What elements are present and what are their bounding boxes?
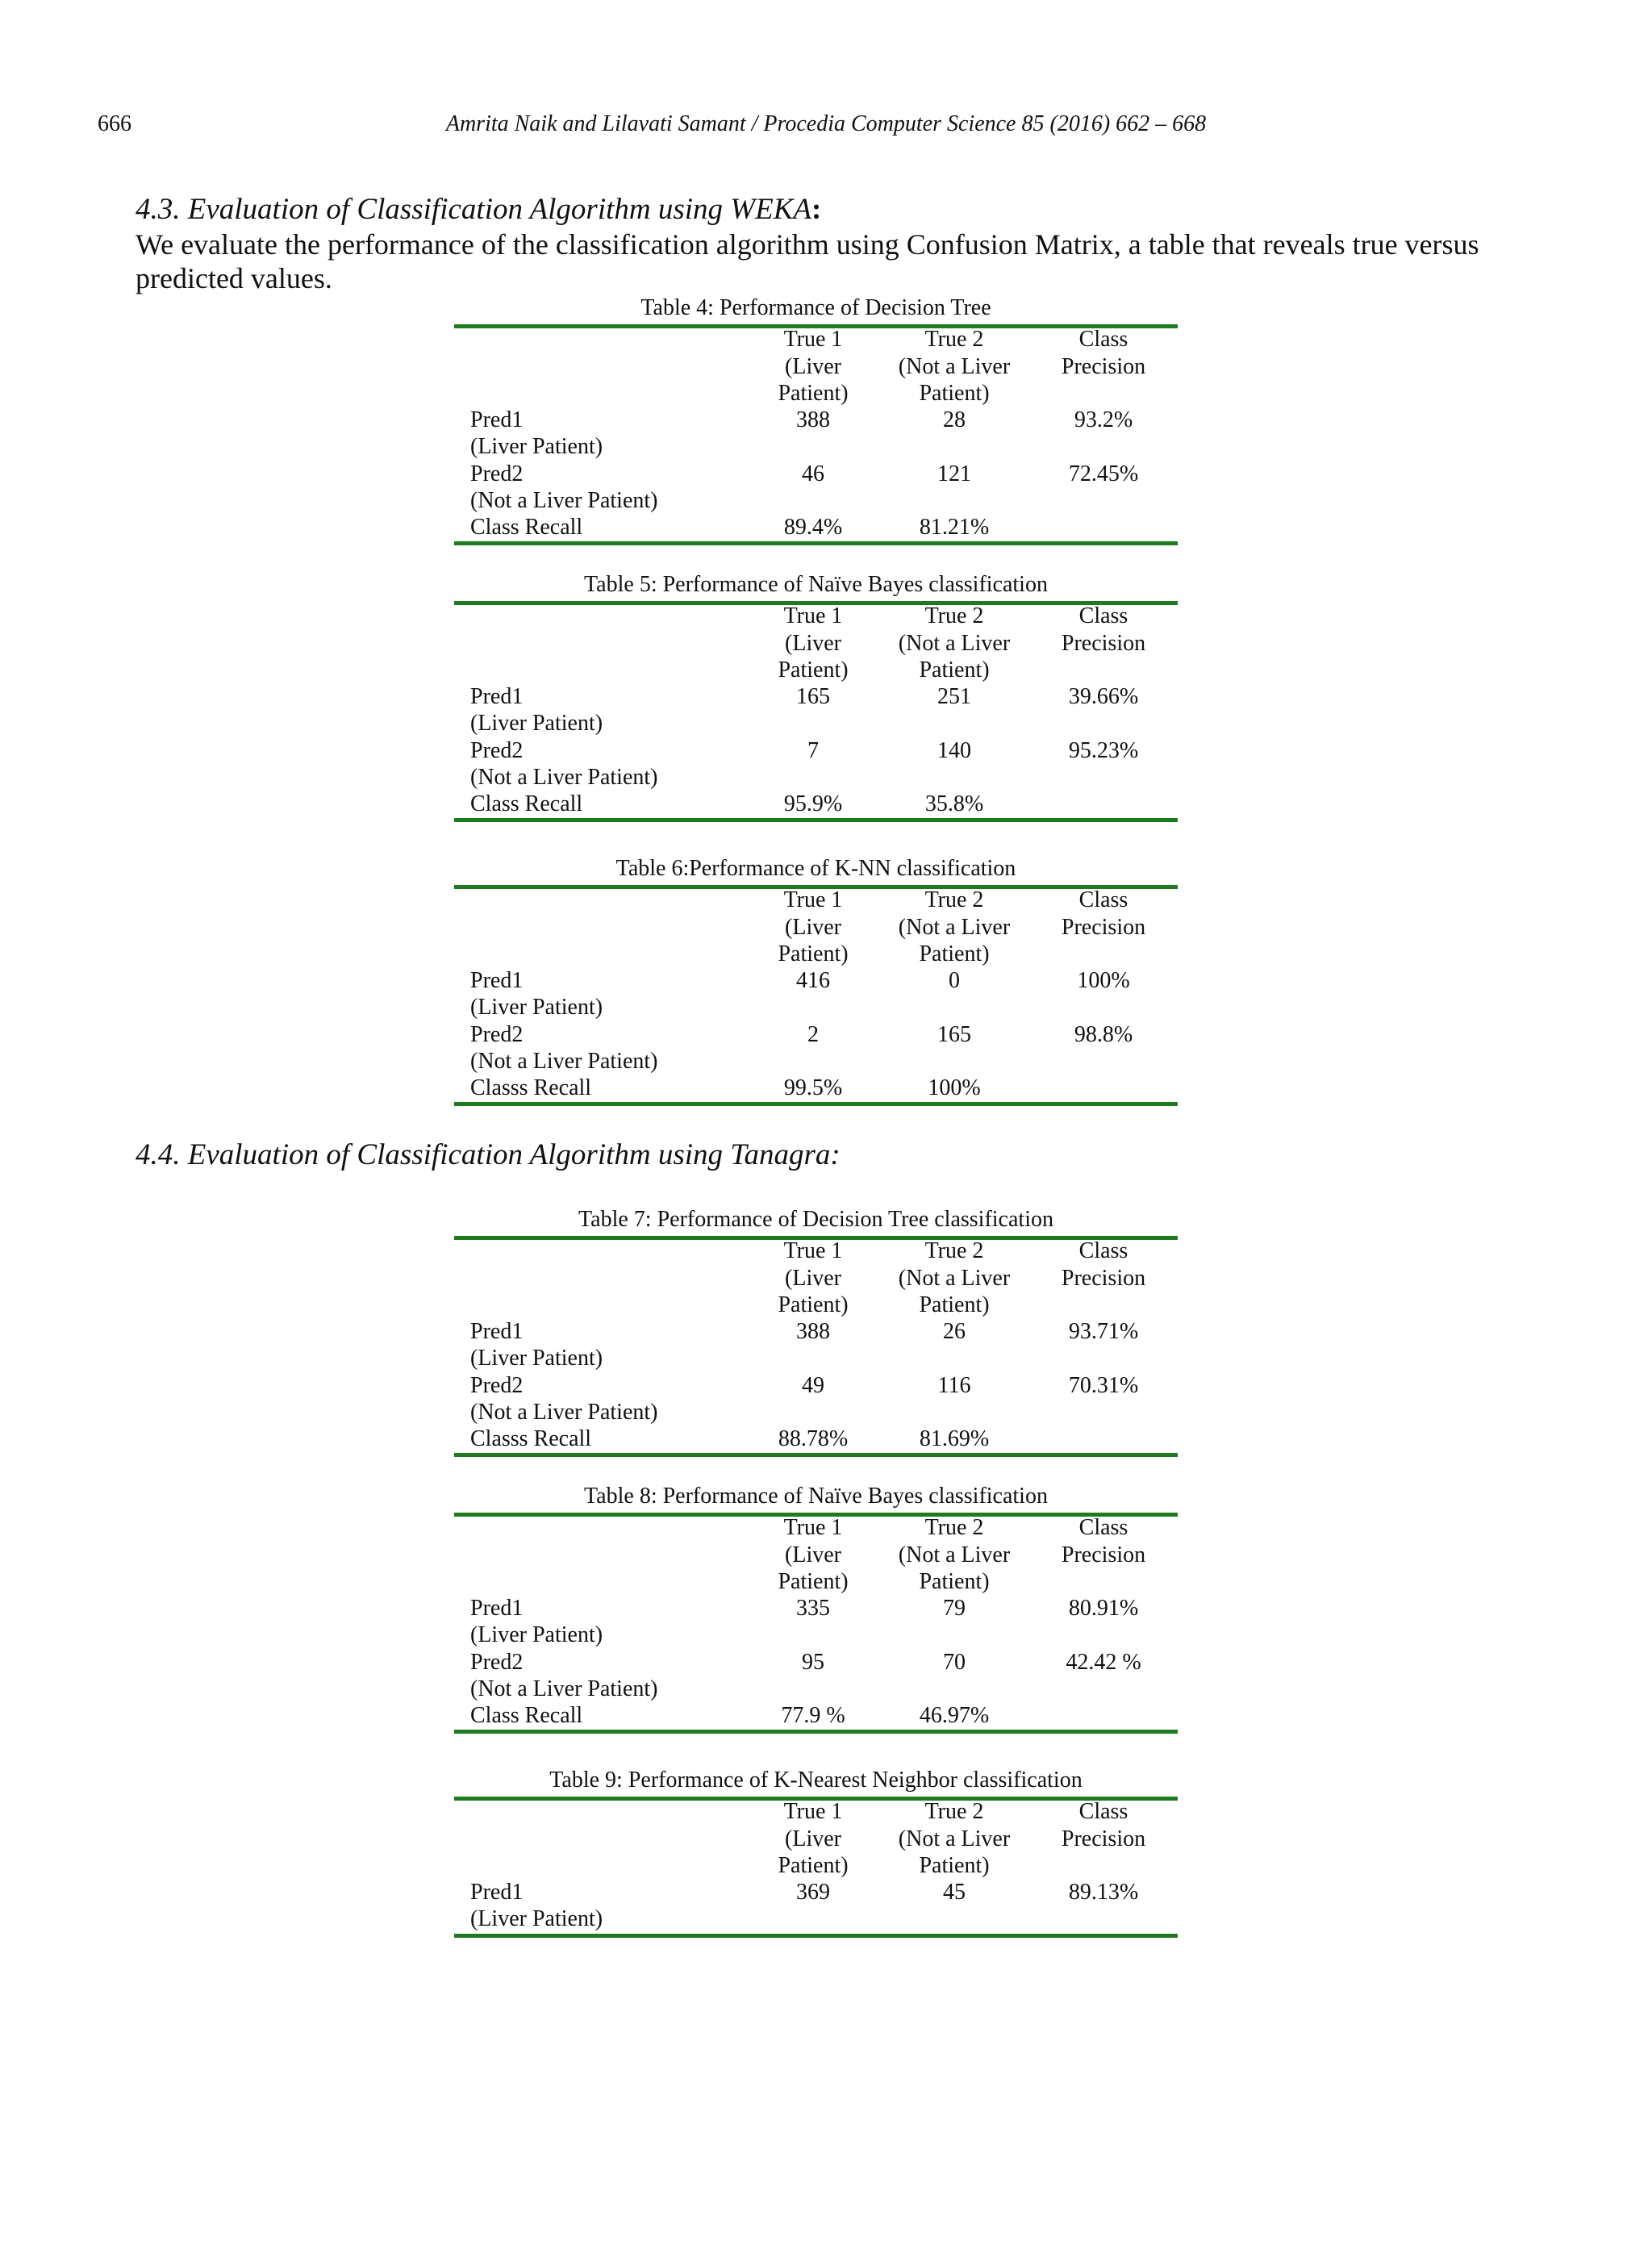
table-row-pred1 bbox=[454, 1595, 1178, 1622]
row-label: (Not a Liver Patient) bbox=[470, 1049, 658, 1074]
section-heading-4-3 bbox=[136, 192, 821, 227]
cell-true1: 335 bbox=[796, 1596, 830, 1621]
table-header-row bbox=[454, 1568, 1178, 1596]
header-true2: (Not a Liver bbox=[898, 354, 1011, 379]
header-precision: Class bbox=[1078, 1799, 1128, 1824]
table-row-pred2 bbox=[454, 737, 1178, 765]
table-caption: Table 9: Performance of K-Nearest Neighbor classification bbox=[549, 1768, 1083, 1793]
table-bottom-rule bbox=[454, 1730, 1178, 1734]
cell-true2: 165 bbox=[937, 1022, 971, 1047]
table-header-row bbox=[454, 1798, 1178, 1826]
row-label: (Liver Patient) bbox=[470, 1346, 603, 1371]
table-header-row bbox=[454, 380, 1178, 407]
table-row-pred1 bbox=[454, 1318, 1178, 1346]
header-true2: True 2 bbox=[924, 1238, 984, 1263]
header-true2: Patient) bbox=[919, 941, 990, 966]
table-row-recall bbox=[454, 1702, 1178, 1730]
cell-true2: 251 bbox=[937, 684, 971, 709]
section-heading-4-4: 4.4. Evaluation of Classification Algorithm using Tanagra: bbox=[136, 1138, 841, 1171]
row-label: Pred2 bbox=[470, 1650, 524, 1675]
table-row-pred1-sub bbox=[454, 1345, 1178, 1372]
table-row-pred1-sub bbox=[454, 1905, 1178, 1933]
cell-recall-true2: 81.21% bbox=[919, 515, 990, 540]
table-header-row bbox=[454, 1265, 1178, 1292]
row-label: (Not a Liver Patient) bbox=[470, 765, 658, 790]
row-label: Class Recall bbox=[470, 515, 583, 540]
table-bottom-rule bbox=[454, 1102, 1178, 1106]
table-row-pred2-sub bbox=[454, 487, 1178, 515]
header-true1: Patient) bbox=[778, 941, 849, 966]
cell-precision: 39.66% bbox=[1068, 684, 1139, 709]
table-caption: Table 7: Performance of Decision Tree classification bbox=[578, 1207, 1053, 1232]
cell-recall-true1: 88.78% bbox=[778, 1426, 849, 1451]
header-true1: Patient) bbox=[778, 1292, 849, 1317]
cell-true1: 165 bbox=[796, 684, 830, 709]
cell-true1: 49 bbox=[802, 1373, 824, 1398]
row-label: (Liver Patient) bbox=[470, 711, 603, 736]
table-header-row bbox=[454, 941, 1178, 968]
header-true1: (Liver bbox=[785, 915, 841, 940]
header-precision: Precision bbox=[1061, 1266, 1146, 1291]
cell-precision: 80.91% bbox=[1068, 1596, 1139, 1621]
row-label: Pred1 bbox=[470, 1880, 524, 1905]
table-header-row bbox=[454, 353, 1178, 381]
cell-true1: 388 bbox=[796, 407, 830, 432]
table-header-row bbox=[454, 1238, 1178, 1265]
cell-true1: 95 bbox=[802, 1650, 824, 1675]
cell-true1: 7 bbox=[807, 738, 819, 763]
table-row-pred2-sub bbox=[454, 1399, 1178, 1426]
header-precision: Precision bbox=[1061, 631, 1146, 656]
row-label: Classs Recall bbox=[470, 1426, 592, 1451]
header-true1: Patient) bbox=[778, 657, 849, 682]
row-label: Pred1 bbox=[470, 1596, 524, 1621]
header-true2: Patient) bbox=[919, 657, 990, 682]
table-row-pred1 bbox=[454, 967, 1178, 995]
table-row-pred1 bbox=[454, 407, 1178, 434]
running-head: Amrita Naik and Lilavati Samant / Procedia Computer Science 85 (2016) 662 – 668 bbox=[445, 111, 1207, 136]
table-row-recall bbox=[454, 791, 1178, 818]
header-true1: (Liver bbox=[785, 1542, 841, 1567]
cell-true2: 28 bbox=[943, 407, 966, 432]
header-true1: True 1 bbox=[783, 1238, 843, 1263]
table-row-pred2 bbox=[454, 1372, 1178, 1400]
table-header-row bbox=[454, 630, 1178, 657]
table-row-recall bbox=[454, 514, 1178, 541]
table-header-row bbox=[454, 657, 1178, 684]
cell-true2: 121 bbox=[937, 461, 971, 486]
cell-recall-true2: 35.8% bbox=[924, 791, 984, 816]
table-header-row bbox=[454, 1826, 1178, 1853]
table-caption: Table 5: Performance of Naïve Bayes classification bbox=[584, 572, 1048, 597]
cell-precision: 93.71% bbox=[1068, 1319, 1139, 1344]
section-heading-text: 4.3. Evaluation of Classification Algorithm using WEKA bbox=[136, 193, 811, 226]
row-label: Pred1 bbox=[470, 1319, 524, 1344]
row-label: Pred2 bbox=[470, 461, 524, 486]
header-true1: (Liver bbox=[785, 631, 841, 656]
header-precision: Class bbox=[1078, 1515, 1128, 1540]
row-label: (Not a Liver Patient) bbox=[470, 488, 658, 513]
row-label: Class Recall bbox=[470, 791, 583, 816]
header-true2: Patient) bbox=[919, 1292, 990, 1317]
cell-true2: 140 bbox=[937, 738, 971, 763]
header-true2: (Not a Liver bbox=[898, 1266, 1011, 1291]
header-true1: Patient) bbox=[778, 1569, 849, 1594]
header-precision: Class bbox=[1078, 1238, 1128, 1263]
cell-true1: 388 bbox=[796, 1319, 830, 1344]
header-true1: True 1 bbox=[783, 603, 843, 628]
row-label: (Not a Liver Patient) bbox=[470, 1400, 658, 1425]
intro-paragraph: We evaluate the performance of the classification algorithm using Confusion Matrix, a table that reveals true versus predicted values. bbox=[136, 228, 1479, 294]
table-row-recall bbox=[454, 1075, 1178, 1102]
page-header bbox=[0, 111, 1652, 144]
header-precision: Class bbox=[1078, 327, 1128, 352]
cell-true1: 46 bbox=[802, 461, 824, 486]
header-true2: (Not a Liver bbox=[898, 915, 1011, 940]
cell-recall-true1: 95.9% bbox=[783, 791, 843, 816]
header-true1: True 1 bbox=[783, 1799, 843, 1824]
table-bottom-rule bbox=[454, 818, 1178, 822]
cell-recall-true1: 99.5% bbox=[783, 1075, 843, 1100]
table-header-row bbox=[454, 326, 1178, 353]
table-bottom-rule bbox=[454, 1453, 1178, 1457]
header-precision: Precision bbox=[1061, 915, 1146, 940]
cell-precision: 93.2% bbox=[1074, 407, 1133, 432]
row-label: Pred1 bbox=[470, 968, 524, 993]
row-label: Classs Recall bbox=[470, 1075, 592, 1100]
header-true1: True 1 bbox=[783, 1515, 843, 1540]
cell-recall-true2: 81.69% bbox=[919, 1426, 990, 1451]
header-true1: Patient) bbox=[778, 1853, 849, 1878]
header-true2: (Not a Liver bbox=[898, 1826, 1011, 1851]
table-header-row bbox=[454, 603, 1178, 630]
table-row-pred2-sub bbox=[454, 1048, 1178, 1075]
table-row-pred1-sub bbox=[454, 1622, 1178, 1649]
cell-true1: 369 bbox=[796, 1880, 830, 1905]
table-caption: Table 4: Performance of Decision Tree bbox=[640, 295, 991, 320]
cell-precision: 98.8% bbox=[1074, 1022, 1133, 1047]
cell-true2: 45 bbox=[943, 1880, 966, 1905]
header-true2: Patient) bbox=[919, 1569, 990, 1594]
table-row-pred2 bbox=[454, 1649, 1178, 1676]
cell-true2: 116 bbox=[937, 1373, 971, 1398]
header-true2: True 2 bbox=[924, 1515, 984, 1540]
row-label: Pred1 bbox=[470, 684, 524, 709]
header-precision: Class bbox=[1078, 603, 1128, 628]
header-true1: Patient) bbox=[778, 381, 849, 406]
table-header-row bbox=[454, 1292, 1178, 1319]
table-caption: Table 6:Performance of K-NN classification bbox=[615, 856, 1016, 881]
row-label: Pred2 bbox=[470, 738, 524, 763]
table-row-recall bbox=[454, 1425, 1178, 1453]
header-precision: Class bbox=[1078, 887, 1128, 912]
table-row-pred2 bbox=[454, 461, 1178, 488]
cell-precision: 70.31% bbox=[1068, 1373, 1139, 1398]
cell-true1: 416 bbox=[796, 968, 830, 993]
header-precision: Precision bbox=[1061, 1826, 1146, 1851]
table-header-row bbox=[454, 1514, 1178, 1542]
row-label: (Liver Patient) bbox=[470, 1906, 603, 1931]
table-row-pred1 bbox=[454, 683, 1178, 711]
header-true2: (Not a Liver bbox=[898, 1542, 1011, 1567]
row-label: Pred1 bbox=[470, 407, 524, 432]
header-true2: True 2 bbox=[924, 1799, 984, 1824]
table-header-row bbox=[454, 1542, 1178, 1569]
row-label: Pred2 bbox=[470, 1373, 524, 1398]
table-row-pred2-sub bbox=[454, 764, 1178, 791]
table-caption: Table 8: Performance of Naïve Bayes classification bbox=[584, 1484, 1048, 1509]
cell-precision: 89.13% bbox=[1068, 1880, 1139, 1905]
section-heading-colon: : bbox=[811, 193, 822, 226]
cell-recall-true1: 89.4% bbox=[783, 515, 843, 540]
cell-precision: 100% bbox=[1077, 968, 1130, 993]
cell-precision: 42.42 % bbox=[1066, 1650, 1141, 1675]
cell-recall-true2: 46.97% bbox=[919, 1703, 990, 1728]
row-label: (Liver Patient) bbox=[470, 995, 603, 1020]
header-precision: Precision bbox=[1061, 1542, 1146, 1567]
cell-true2: 70 bbox=[943, 1650, 966, 1675]
header-true2: True 2 bbox=[924, 603, 984, 628]
table-row-pred1-sub bbox=[454, 710, 1178, 737]
header-true1: (Liver bbox=[785, 1826, 841, 1851]
page-number: 666 bbox=[98, 111, 131, 136]
table-header-row bbox=[454, 1852, 1178, 1880]
cell-true1: 2 bbox=[807, 1022, 819, 1047]
header-precision: Precision bbox=[1061, 354, 1146, 379]
cell-true2: 26 bbox=[943, 1319, 966, 1344]
table-header-row bbox=[454, 887, 1178, 914]
row-label: (Not a Liver Patient) bbox=[470, 1676, 658, 1701]
row-label: Pred2 bbox=[470, 1022, 524, 1047]
table-bottom-rule bbox=[454, 541, 1178, 545]
table-bottom-rule bbox=[454, 1934, 1178, 1938]
header-true2: (Not a Liver bbox=[898, 631, 1011, 656]
header-true2: True 2 bbox=[924, 887, 984, 912]
header-true2: Patient) bbox=[919, 1853, 990, 1878]
cell-true2: 79 bbox=[943, 1596, 966, 1621]
row-label: (Liver Patient) bbox=[470, 1622, 603, 1647]
table-row-pred1-sub bbox=[454, 994, 1178, 1021]
table-header-row bbox=[454, 914, 1178, 941]
cell-recall-true2: 100% bbox=[928, 1075, 981, 1100]
table-row-pred1-sub bbox=[454, 433, 1178, 461]
header-true1: (Liver bbox=[785, 1266, 841, 1291]
header-true2: Patient) bbox=[919, 381, 990, 406]
header-true1: (Liver bbox=[785, 354, 841, 379]
cell-recall-true1: 77.9 % bbox=[781, 1703, 845, 1728]
row-label: (Liver Patient) bbox=[470, 434, 603, 459]
cell-precision: 95.23% bbox=[1068, 738, 1139, 763]
header-true1: True 1 bbox=[783, 887, 843, 912]
table-row-pred2 bbox=[454, 1021, 1178, 1049]
header-true2: True 2 bbox=[924, 327, 984, 352]
table-row-pred1 bbox=[454, 1879, 1178, 1906]
table-row-pred2-sub bbox=[454, 1676, 1178, 1703]
cell-true2: 0 bbox=[949, 968, 960, 993]
cell-precision: 72.45% bbox=[1068, 461, 1139, 486]
row-label: Class Recall bbox=[470, 1703, 583, 1728]
header-true1: True 1 bbox=[783, 327, 843, 352]
